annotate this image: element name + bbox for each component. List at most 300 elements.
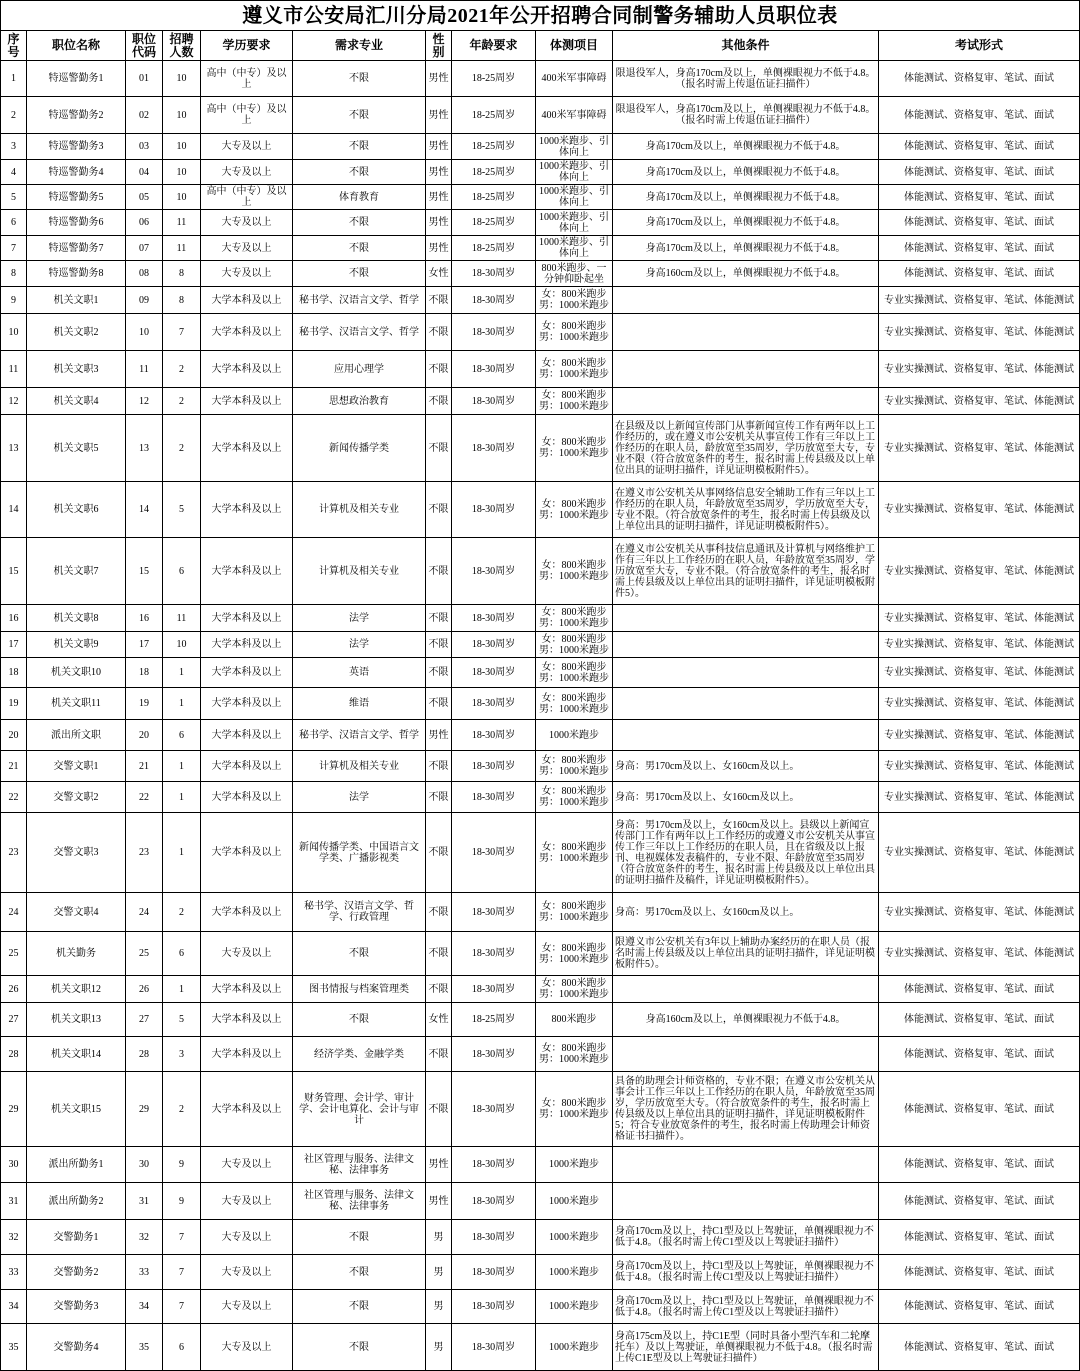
cell-other-conditions: 身高170cm及以上，单侧裸眼视力不低于4.8。	[613, 160, 878, 184]
cell-gender: 不限	[426, 351, 451, 387]
cell-other-conditions	[613, 1183, 878, 1219]
cell-other-conditions	[613, 1147, 878, 1182]
cell-other-conditions: 身高160cm及以上，单侧裸眼视力不低于4.8。	[613, 261, 878, 286]
cell-gender: 不限	[426, 751, 451, 781]
cell-position-name: 机关文职7	[27, 538, 125, 604]
cell-recruit-count: 7	[163, 314, 200, 350]
cell-exam-format: 专业实操测试、资格复审、笔试、体能测试	[879, 482, 1079, 537]
page-title: 遵义市公安局汇川分局2021年公开招聘合同制警务辅助人员职位表	[1, 1, 1079, 30]
cell-recruit-count: 1	[163, 813, 200, 892]
header-recruit-count: 招聘人数	[163, 31, 200, 60]
cell-other-conditions	[613, 1037, 878, 1071]
cell-education: 大学本科及以上	[201, 482, 292, 537]
cell-other-conditions: 在县级及以上新闻宣传部门从事新闻宣传工作有两年以上工作经历的，或在遵义市公安机关从事宣传工作有三年以上工作经历的在职人员，龄放宽至35周岁，学历放宽至大专，专业不限（符合放宽条件的考生，报名时需上传县级及以上单位出具的证明扫描件，详见证明模板附件5）。	[613, 415, 878, 481]
cell-seq: 20	[1, 720, 26, 750]
cell-seq: 34	[1, 1290, 26, 1323]
cell-position-code: 09	[126, 287, 162, 313]
cell-education: 大专及以上	[201, 1220, 292, 1254]
cell-gender: 不限	[426, 314, 451, 350]
cell-other-conditions	[613, 605, 878, 631]
cell-other-conditions	[613, 720, 878, 750]
cell-gender: 不限	[426, 658, 451, 687]
cell-other-conditions: 身高：男170cm及以上、女160cm及以上。	[613, 751, 878, 781]
cell-major: 不限	[293, 210, 425, 235]
cell-position-name: 特巡警勤务6	[27, 210, 125, 235]
cell-exam-format: 专业实操测试、资格复审、笔试、体能测试	[879, 932, 1079, 975]
cell-position-code: 20	[126, 720, 162, 750]
cell-major: 新闻传播学类、中国语言文学类、广播影视类	[293, 813, 425, 892]
cell-recruit-count: 7	[163, 1290, 200, 1323]
cell-exam-format: 体能测试、资格复审、笔试、面试	[879, 61, 1079, 96]
cell-gender: 不限	[426, 482, 451, 537]
cell-other-conditions: 身高170cm及以上，单侧裸眼视力不低于4.8。	[613, 236, 878, 260]
cell-position-code: 22	[126, 782, 162, 812]
cell-position-name: 交警勤务3	[27, 1290, 125, 1323]
cell-age: 18-30周岁	[452, 632, 535, 657]
cell-recruit-count: 2	[163, 415, 200, 481]
cell-other-conditions	[613, 388, 878, 414]
cell-fitness-test: 1000米跑步	[536, 1255, 612, 1289]
cell-age: 18-30周岁	[452, 932, 535, 975]
cell-exam-format: 体能测试、资格复审、笔试、面试	[879, 236, 1079, 260]
cell-seq: 2	[1, 97, 26, 133]
cell-seq: 10	[1, 314, 26, 350]
cell-exam-format: 体能测试、资格复审、笔试、面试	[879, 185, 1079, 209]
cell-major: 不限	[293, 61, 425, 96]
cell-position-code: 17	[126, 632, 162, 657]
cell-position-code: 32	[126, 1220, 162, 1254]
cell-fitness-test: 女：800米跑步 男：1000米跑步	[536, 388, 612, 414]
cell-other-conditions: 身高170cm及以上，持C1型及以上驾驶证，单侧裸眼视力不低于4.8。（报名时需上传C1型及以上驾驶证扫描件）	[613, 1255, 878, 1289]
cell-fitness-test: 1000米跑步、引体向上	[536, 210, 612, 235]
cell-seq: 25	[1, 932, 26, 975]
cell-position-code: 01	[126, 61, 162, 96]
cell-position-code: 23	[126, 813, 162, 892]
header-exam-format: 考试形式	[879, 31, 1079, 60]
cell-fitness-test: 女：800米跑步 男：1000米跑步	[536, 314, 612, 350]
cell-position-code: 24	[126, 893, 162, 931]
cell-position-code: 06	[126, 210, 162, 235]
cell-position-name: 机关文职4	[27, 388, 125, 414]
cell-education: 大专及以上	[201, 210, 292, 235]
cell-gender: 男性	[426, 61, 451, 96]
cell-gender: 不限	[426, 1037, 451, 1071]
cell-fitness-test: 女：800米跑步 男：1000米跑步	[536, 893, 612, 931]
cell-position-code: 19	[126, 688, 162, 719]
cell-position-name: 机关文职15	[27, 1072, 125, 1146]
cell-major: 计算机及相关专业	[293, 751, 425, 781]
cell-position-name: 特巡警勤务5	[27, 185, 125, 209]
cell-other-conditions: 身高：男170cm及以上、女160cm及以上。	[613, 782, 878, 812]
cell-position-name: 交警文职1	[27, 751, 125, 781]
cell-fitness-test: 400米军事障碍	[536, 97, 612, 133]
cell-position-code: 15	[126, 538, 162, 604]
cell-gender: 男性	[426, 1147, 451, 1182]
header-other-conditions: 其他条件	[613, 31, 878, 60]
cell-education: 大专及以上	[201, 1290, 292, 1323]
cell-age: 18-25周岁	[452, 160, 535, 184]
cell-recruit-count: 6	[163, 720, 200, 750]
cell-fitness-test: 女：800米跑步 男：1000米跑步	[536, 538, 612, 604]
cell-recruit-count: 11	[163, 605, 200, 631]
cell-education: 大学本科及以上	[201, 658, 292, 687]
cell-education: 大专及以上	[201, 236, 292, 260]
cell-major: 思想政治教育	[293, 388, 425, 414]
cell-position-name: 机关文职10	[27, 658, 125, 687]
cell-major: 不限	[293, 1220, 425, 1254]
cell-recruit-count: 8	[163, 261, 200, 286]
cell-exam-format: 专业实操测试、资格复审、笔试、体能测试	[879, 751, 1079, 781]
header-position-code: 职位代码	[126, 31, 162, 60]
cell-recruit-count: 7	[163, 1220, 200, 1254]
cell-recruit-count: 1	[163, 751, 200, 781]
cell-position-name: 交警文职4	[27, 893, 125, 931]
cell-recruit-count: 9	[163, 1147, 200, 1182]
cell-gender: 男	[426, 1290, 451, 1323]
cell-major: 法学	[293, 782, 425, 812]
cell-age: 18-25周岁	[452, 210, 535, 235]
cell-position-name: 机关文职13	[27, 1003, 125, 1036]
cell-exam-format: 专业实操测试、资格复审、笔试、体能测试	[879, 415, 1079, 481]
cell-exam-format: 专业实操测试、资格复审、笔试、体能测试	[879, 688, 1079, 719]
cell-seq: 31	[1, 1183, 26, 1219]
cell-gender: 男性	[426, 1183, 451, 1219]
cell-position-code: 34	[126, 1290, 162, 1323]
cell-seq: 27	[1, 1003, 26, 1036]
cell-major: 应用心理学	[293, 351, 425, 387]
cell-major: 计算机及相关专业	[293, 538, 425, 604]
cell-other-conditions: 身高170cm及以上，单侧裸眼视力不低于4.8。	[613, 134, 878, 159]
cell-position-name: 特巡警勤务2	[27, 97, 125, 133]
cell-gender: 男性	[426, 97, 451, 133]
cell-other-conditions	[613, 632, 878, 657]
cell-seq: 29	[1, 1072, 26, 1146]
cell-seq: 28	[1, 1037, 26, 1071]
cell-seq: 35	[1, 1324, 26, 1370]
cell-education: 大专及以上	[201, 1324, 292, 1370]
cell-education: 大专及以上	[201, 1255, 292, 1289]
cell-other-conditions: 身高160cm及以上，单侧裸眼视力不低于4.8。	[613, 1003, 878, 1036]
cell-gender: 女性	[426, 261, 451, 286]
cell-fitness-test: 女：800米跑步 男：1000米跑步	[536, 1037, 612, 1071]
cell-seq: 12	[1, 388, 26, 414]
cell-seq: 8	[1, 261, 26, 286]
cell-education: 大学本科及以上	[201, 605, 292, 631]
cell-position-code: 31	[126, 1183, 162, 1219]
cell-age: 18-30周岁	[452, 1324, 535, 1370]
cell-education: 大学本科及以上	[201, 720, 292, 750]
cell-major: 法学	[293, 605, 425, 631]
cell-position-name: 派出所勤务2	[27, 1183, 125, 1219]
cell-education: 大专及以上	[201, 261, 292, 286]
cell-exam-format: 专业实操测试、资格复审、笔试、体能测试	[879, 314, 1079, 350]
cell-fitness-test: 女：800米跑步 男：1000米跑步	[536, 688, 612, 719]
cell-seq: 32	[1, 1220, 26, 1254]
cell-recruit-count: 6	[163, 932, 200, 975]
cell-recruit-count: 1	[163, 658, 200, 687]
cell-exam-format: 体能测试、资格复审、笔试、面试	[879, 1072, 1079, 1146]
cell-recruit-count: 3	[163, 1037, 200, 1071]
cell-seq: 18	[1, 658, 26, 687]
cell-exam-format: 体能测试、资格复审、笔试、面试	[879, 1037, 1079, 1071]
cell-age: 18-30周岁	[452, 415, 535, 481]
cell-exam-format: 体能测试、资格复审、笔试、面试	[879, 1255, 1079, 1289]
cell-age: 18-30周岁	[452, 720, 535, 750]
cell-fitness-test: 女：800米跑步 男：1000米跑步	[536, 813, 612, 892]
cell-position-code: 10	[126, 314, 162, 350]
cell-seq: 6	[1, 210, 26, 235]
cell-education: 大学本科及以上	[201, 1072, 292, 1146]
cell-fitness-test: 1000米跑步	[536, 1220, 612, 1254]
cell-major: 维语	[293, 688, 425, 719]
cell-recruit-count: 10	[163, 97, 200, 133]
cell-exam-format: 专业实操测试、资格复审、笔试、体能测试	[879, 813, 1079, 892]
cell-fitness-test: 800米跑步	[536, 1003, 612, 1036]
cell-major: 英语	[293, 658, 425, 687]
cell-education: 大学本科及以上	[201, 782, 292, 812]
cell-age: 18-30周岁	[452, 1220, 535, 1254]
cell-recruit-count: 2	[163, 1072, 200, 1146]
cell-gender: 不限	[426, 932, 451, 975]
cell-seq: 23	[1, 813, 26, 892]
cell-education: 大学本科及以上	[201, 1003, 292, 1036]
cell-seq: 24	[1, 893, 26, 931]
cell-gender: 不限	[426, 632, 451, 657]
cell-position-name: 交警勤务4	[27, 1324, 125, 1370]
cell-age: 18-30周岁	[452, 538, 535, 604]
cell-major: 不限	[293, 1003, 425, 1036]
cell-age: 18-30周岁	[452, 688, 535, 719]
cell-gender: 不限	[426, 287, 451, 313]
cell-recruit-count: 7	[163, 1255, 200, 1289]
cell-position-code: 02	[126, 97, 162, 133]
cell-recruit-count: 2	[163, 893, 200, 931]
cell-other-conditions: 身高170cm及以上，单侧裸眼视力不低于4.8。	[613, 185, 878, 209]
cell-education: 高中（中专）及以上	[201, 97, 292, 133]
cell-age: 18-30周岁	[452, 388, 535, 414]
cell-position-code: 08	[126, 261, 162, 286]
cell-seq: 21	[1, 751, 26, 781]
cell-fitness-test: 1000米跑步	[536, 1290, 612, 1323]
header-seq: 序号	[1, 31, 26, 60]
cell-exam-format: 专业实操测试、资格复审、笔试、体能测试	[879, 388, 1079, 414]
cell-seq: 14	[1, 482, 26, 537]
cell-age: 18-30周岁	[452, 1255, 535, 1289]
cell-position-name: 机关文职8	[27, 605, 125, 631]
cell-position-name: 特巡警勤务1	[27, 61, 125, 96]
cell-fitness-test: 800米跑步、一分钟仰卧起坐	[536, 261, 612, 286]
cell-seq: 15	[1, 538, 26, 604]
cell-position-name: 机关文职3	[27, 351, 125, 387]
cell-other-conditions: 限遵义市公安机关有3年以上辅助办案经历的在职人员（报名时需上传县级及以上单位出具的证明扫描件，详见证明模板附件5）。	[613, 932, 878, 975]
cell-other-conditions: 限退役军人，身高170cm及以上，单侧裸眼视力不低于4.8。（报名时需上传退伍证扫描件）	[613, 97, 878, 133]
cell-gender: 不限	[426, 605, 451, 631]
cell-seq: 3	[1, 134, 26, 159]
cell-education: 大学本科及以上	[201, 1037, 292, 1071]
cell-age: 18-30周岁	[452, 1037, 535, 1071]
cell-position-name: 机关文职1	[27, 287, 125, 313]
cell-exam-format: 专业实操测试、资格复审、笔试、体能测试	[879, 632, 1079, 657]
cell-position-name: 特巡警勤务3	[27, 134, 125, 159]
cell-age: 18-30周岁	[452, 976, 535, 1002]
cell-position-code: 11	[126, 351, 162, 387]
cell-recruit-count: 10	[163, 185, 200, 209]
cell-major: 新闻传播学类	[293, 415, 425, 481]
cell-age: 18-25周岁	[452, 134, 535, 159]
cell-exam-format: 体能测试、资格复审、笔试、面试	[879, 210, 1079, 235]
cell-fitness-test: 女：800米跑步 男：1000米跑步	[536, 1072, 612, 1146]
cell-education: 大学本科及以上	[201, 351, 292, 387]
cell-other-conditions	[613, 658, 878, 687]
cell-position-name: 交警文职2	[27, 782, 125, 812]
cell-recruit-count: 10	[163, 632, 200, 657]
cell-position-name: 特巡警勤务8	[27, 261, 125, 286]
cell-recruit-count: 9	[163, 1183, 200, 1219]
cell-major: 不限	[293, 1290, 425, 1323]
cell-recruit-count: 2	[163, 388, 200, 414]
cell-recruit-count: 10	[163, 61, 200, 96]
cell-position-name: 机关文职5	[27, 415, 125, 481]
cell-fitness-test: 女：800米跑步 男：1000米跑步	[536, 605, 612, 631]
cell-position-code: 14	[126, 482, 162, 537]
cell-age: 18-30周岁	[452, 1072, 535, 1146]
cell-position-name: 机关文职14	[27, 1037, 125, 1071]
cell-age: 18-30周岁	[452, 893, 535, 931]
cell-position-code: 29	[126, 1072, 162, 1146]
cell-other-conditions	[613, 351, 878, 387]
cell-exam-format: 体能测试、资格复审、笔试、面试	[879, 97, 1079, 133]
cell-major: 不限	[293, 236, 425, 260]
cell-major: 不限	[293, 261, 425, 286]
cell-position-code: 04	[126, 160, 162, 184]
cell-exam-format: 专业实操测试、资格复审、笔试、体能测试	[879, 782, 1079, 812]
cell-education: 大学本科及以上	[201, 976, 292, 1002]
cell-gender: 男	[426, 1255, 451, 1289]
cell-seq: 13	[1, 415, 26, 481]
cell-age: 18-30周岁	[452, 605, 535, 631]
cell-gender: 不限	[426, 976, 451, 1002]
cell-gender: 男性	[426, 720, 451, 750]
cell-exam-format: 体能测试、资格复审、笔试、面试	[879, 976, 1079, 1002]
cell-position-name: 机关文职12	[27, 976, 125, 1002]
header-fitness-test: 体测项目	[536, 31, 612, 60]
cell-position-code: 25	[126, 932, 162, 975]
cell-age: 18-30周岁	[452, 287, 535, 313]
cell-education: 高中（中专）及以上	[201, 185, 292, 209]
cell-position-code: 12	[126, 388, 162, 414]
cell-major: 计算机及相关专业	[293, 482, 425, 537]
cell-position-name: 机关文职11	[27, 688, 125, 719]
cell-exam-format: 体能测试、资格复审、笔试、面试	[879, 160, 1079, 184]
cell-recruit-count: 6	[163, 538, 200, 604]
cell-seq: 22	[1, 782, 26, 812]
cell-major: 秘书学、汉语言文学、哲学	[293, 287, 425, 313]
cell-education: 大专及以上	[201, 932, 292, 975]
cell-position-code: 13	[126, 415, 162, 481]
cell-major: 图书情报与档案管理类	[293, 976, 425, 1002]
cell-position-name: 交警文职3	[27, 813, 125, 892]
cell-fitness-test: 女：800米跑步 男：1000米跑步	[536, 415, 612, 481]
cell-major: 不限	[293, 1255, 425, 1289]
cell-fitness-test: 女：800米跑步 男：1000米跑步	[536, 932, 612, 975]
cell-education: 大专及以上	[201, 1183, 292, 1219]
cell-other-conditions: 身高170cm及以上，持C1型及以上驾驶证，单侧裸眼视力不低于4.8。（报名时需上传C1型及以上驾驶证扫描件）	[613, 1290, 878, 1323]
cell-exam-format: 体能测试、资格复审、笔试、面试	[879, 1324, 1079, 1370]
cell-major: 不限	[293, 97, 425, 133]
cell-gender: 不限	[426, 782, 451, 812]
cell-age: 18-30周岁	[452, 351, 535, 387]
cell-fitness-test: 1000米跑步	[536, 1147, 612, 1182]
cell-other-conditions: 身高175cm及以上，持C1E型（同时具备小型汽车和二轮摩托车）及以上驾驶证，单侧裸眼视力不低于4.8。（报名时需上传C1E型及以上驾驶证扫描件）	[613, 1324, 878, 1370]
cell-age: 18-25周岁	[452, 61, 535, 96]
cell-recruit-count: 5	[163, 482, 200, 537]
header-gender: 性别	[426, 31, 451, 60]
cell-gender: 男性	[426, 185, 451, 209]
cell-position-name: 特巡警勤务4	[27, 160, 125, 184]
header-age: 年龄要求	[452, 31, 535, 60]
cell-exam-format: 专业实操测试、资格复审、笔试、体能测试	[879, 538, 1079, 604]
cell-exam-format: 体能测试、资格复审、笔试、面试	[879, 1183, 1079, 1219]
cell-seq: 4	[1, 160, 26, 184]
cell-position-code: 30	[126, 1147, 162, 1182]
cell-position-code: 07	[126, 236, 162, 260]
cell-education: 大学本科及以上	[201, 287, 292, 313]
cell-exam-format: 体能测试、资格复审、笔试、面试	[879, 1003, 1079, 1036]
cell-other-conditions: 身高：男170cm及以上，女160cm及以上。县级以上新闻宣传部门工作有两年以上工作经历的或遵义市公安机关从事宣传工作三年以上工作经历的在职人员，且在省级及以上报刊、电视媒体发表稿件的，专业不限、年龄放宽至35周岁（符合放宽条件的考生，报名时需上传县级及以上单位出具的证明扫描件及稿件，详见证明模板附件5）。	[613, 813, 878, 892]
cell-fitness-test: 1000米跑步	[536, 1183, 612, 1219]
cell-major: 社区管理与服务、法律文秘、法律事务	[293, 1183, 425, 1219]
cell-fitness-test: 女：800米跑步 男：1000米跑步	[536, 751, 612, 781]
cell-other-conditions: 身高170cm及以上，单侧裸眼视力不低于4.8。	[613, 210, 878, 235]
cell-age: 18-30周岁	[452, 1290, 535, 1323]
cell-other-conditions: 限退役军人，身高170cm及以上，单侧裸眼视力不低于4.8。（报名时需上传退伍证扫描件）	[613, 61, 878, 96]
cell-exam-format: 体能测试、资格复审、笔试、面试	[879, 261, 1079, 286]
cell-age: 18-30周岁	[452, 1147, 535, 1182]
cell-gender: 不限	[426, 688, 451, 719]
cell-other-conditions: 在遵义市公安机关从事科技信息通讯及计算机与网络维护工作有三年以上工作经历的在职人员，年龄放宽至35周岁，学历放宽至大专，专业不限。（符合放宽条件的考生，报名时需上传县级及以上单位出具的证明扫描件，详见证明模板附件5）。	[613, 538, 878, 604]
cell-other-conditions: 身高：男170cm及以上、女160cm及以上。	[613, 893, 878, 931]
cell-gender: 男性	[426, 160, 451, 184]
cell-exam-format: 专业实操测试、资格复审、笔试、体能测试	[879, 351, 1079, 387]
cell-age: 18-30周岁	[452, 751, 535, 781]
cell-age: 18-30周岁	[452, 813, 535, 892]
cell-seq: 5	[1, 185, 26, 209]
cell-major: 秘书学、汉语言文学、哲学	[293, 720, 425, 750]
cell-position-code: 16	[126, 605, 162, 631]
cell-major: 体育教育	[293, 185, 425, 209]
cell-fitness-test: 女：800米跑步 男：1000米跑步	[536, 287, 612, 313]
cell-fitness-test: 1000米跑步、引体向上	[536, 236, 612, 260]
cell-other-conditions	[613, 314, 878, 350]
cell-seq: 17	[1, 632, 26, 657]
cell-exam-format: 体能测试、资格复审、笔试、面试	[879, 1147, 1079, 1182]
cell-major: 不限	[293, 932, 425, 975]
cell-seq: 16	[1, 605, 26, 631]
cell-position-name: 机关文职2	[27, 314, 125, 350]
cell-exam-format: 专业实操测试、资格复审、笔试、体能测试	[879, 605, 1079, 631]
cell-position-name: 机关勤务	[27, 932, 125, 975]
cell-fitness-test: 女：800米跑步 男：1000米跑步	[536, 782, 612, 812]
cell-recruit-count: 8	[163, 287, 200, 313]
cell-other-conditions	[613, 976, 878, 1002]
cell-seq: 7	[1, 236, 26, 260]
cell-gender: 男	[426, 1324, 451, 1370]
cell-education: 大学本科及以上	[201, 415, 292, 481]
cell-age: 18-25周岁	[452, 97, 535, 133]
cell-other-conditions	[613, 287, 878, 313]
cell-age: 18-30周岁	[452, 782, 535, 812]
header-position-name: 职位名称	[27, 31, 125, 60]
